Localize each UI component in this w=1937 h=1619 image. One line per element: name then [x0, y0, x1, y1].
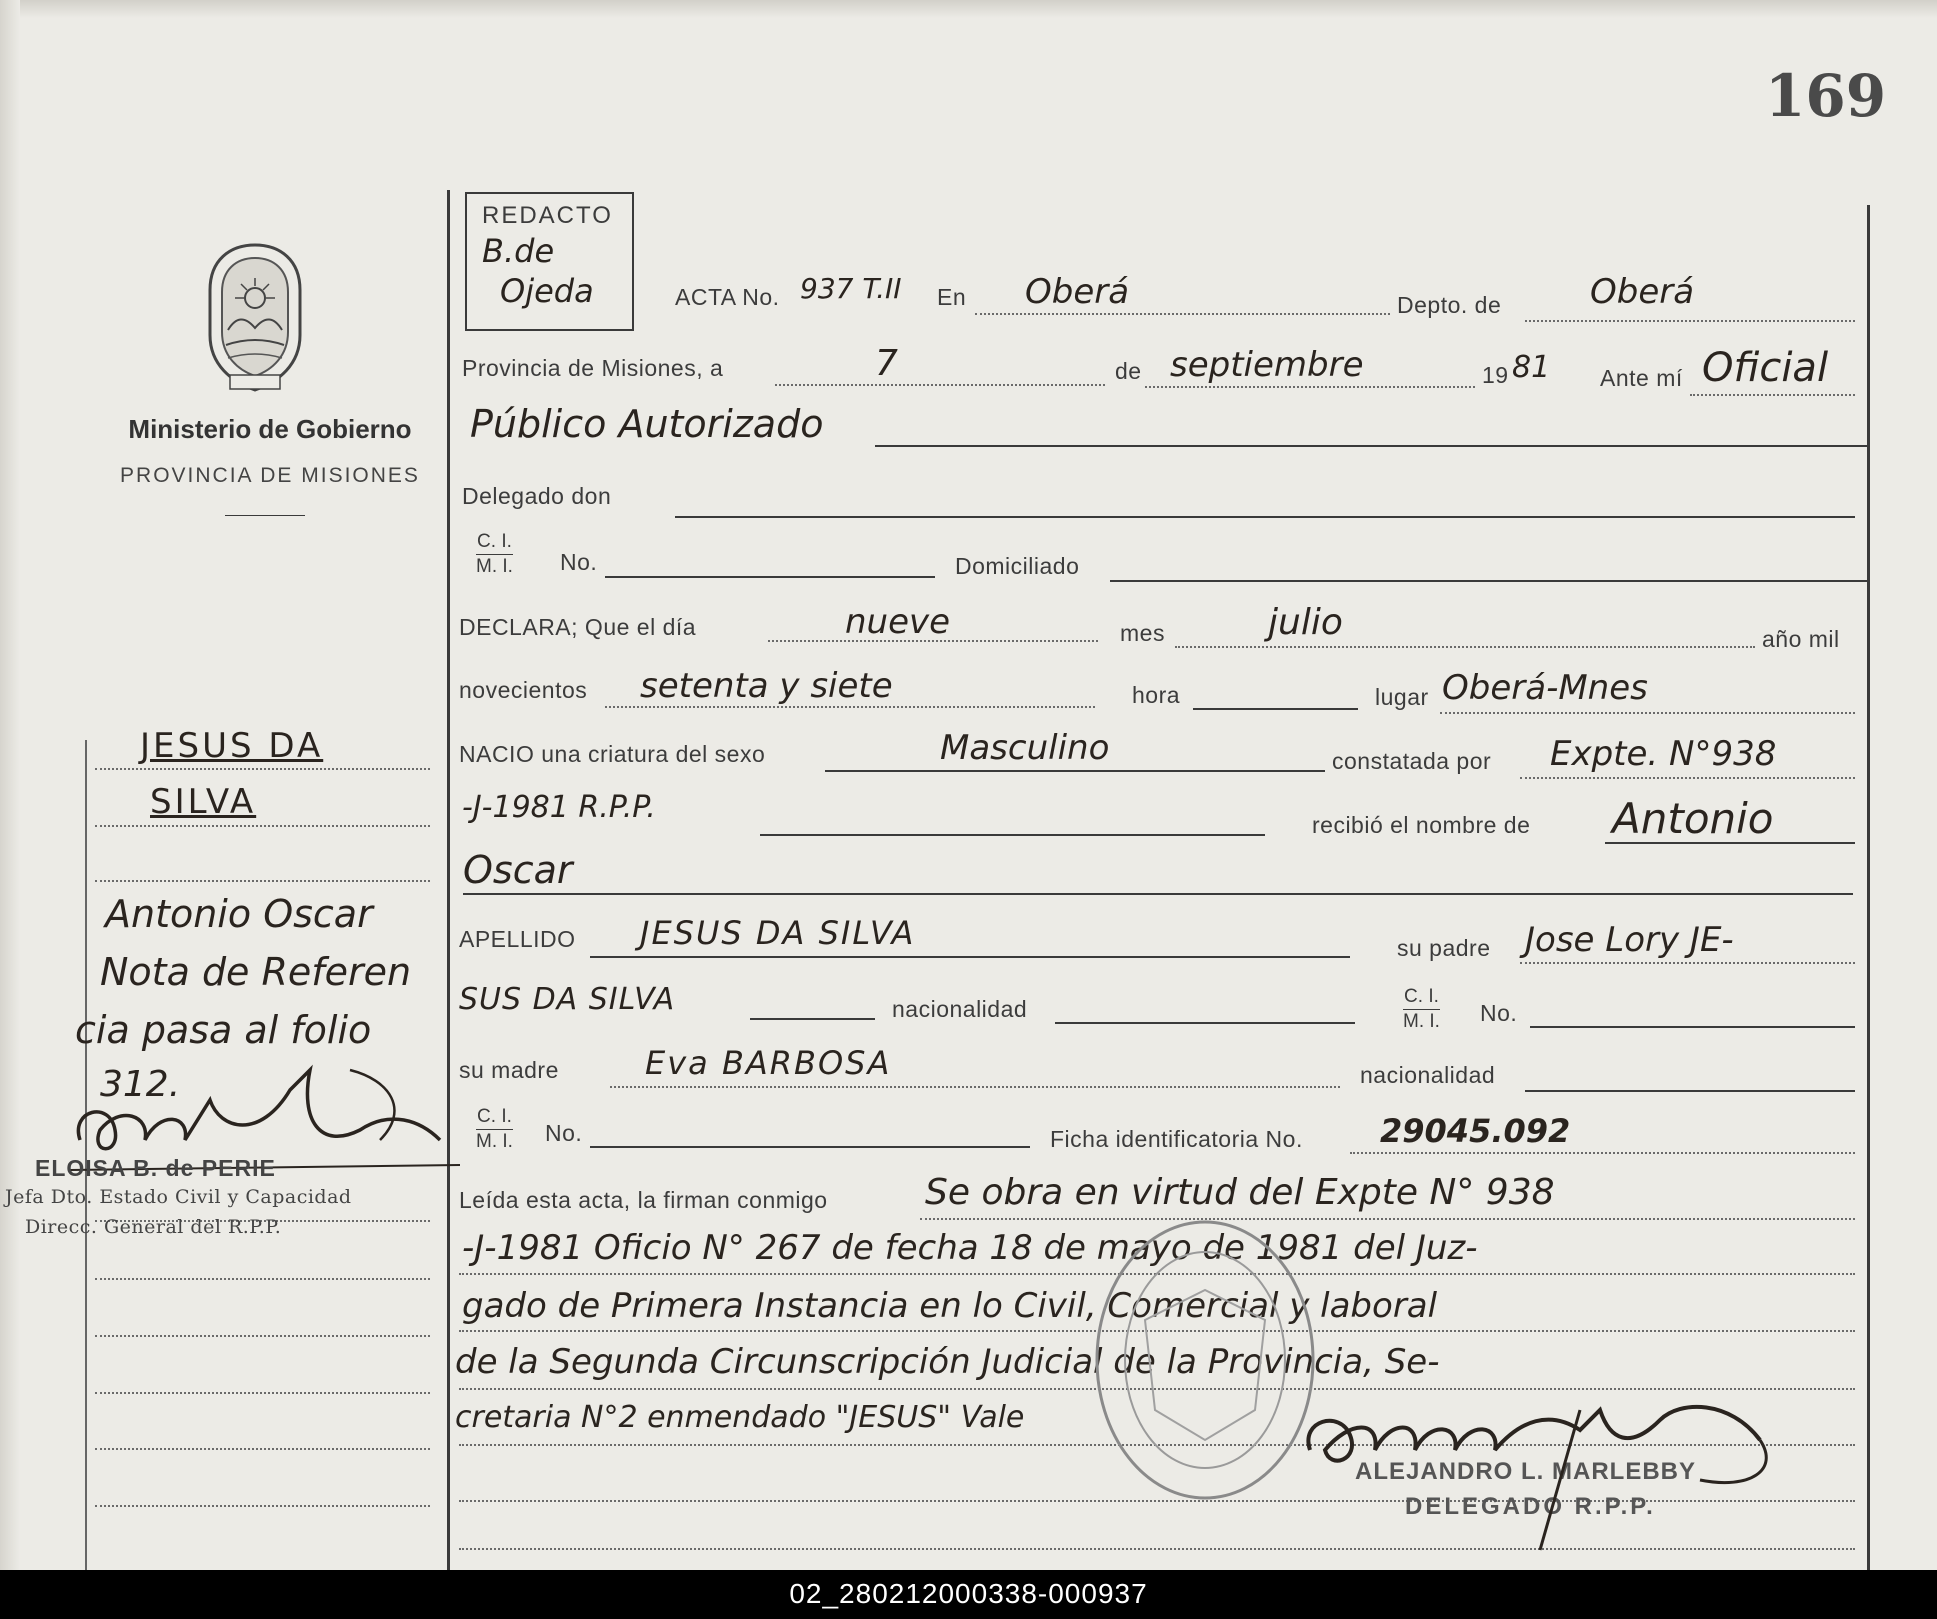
- recibio-label: recibió el nombre de: [1312, 812, 1531, 838]
- hora-label: hora: [1132, 682, 1181, 708]
- leida-line-4: de la Segunda Circunscripción Judicial de la Provincia, Se-: [455, 1342, 1440, 1382]
- province-coat-of-arms-icon: [200, 240, 310, 395]
- no-label: No.: [560, 549, 598, 575]
- novecientos-value: setenta y siete: [640, 666, 893, 706]
- depto-line: [1525, 320, 1855, 322]
- mi-label: M. I.: [1403, 1011, 1440, 1032]
- page-number: 169: [1765, 62, 1887, 130]
- leida-line-1: Se obra en virtud del Expte N° 938: [925, 1172, 1555, 1213]
- de-label: de: [1115, 358, 1142, 384]
- margin-line: [95, 1505, 430, 1507]
- leida-line-5: cretaria N°2 enmendado "JESUS" Vale: [455, 1400, 1025, 1435]
- delegate-stamp-name: ALEJANDRO L. MARLEBBY: [1355, 1458, 1697, 1485]
- acta-value: 937 T.II: [800, 272, 902, 305]
- constatada-value-1: Expte. N°938: [1550, 734, 1777, 774]
- hora-line: [1193, 708, 1358, 710]
- mi-label: M. I.: [476, 556, 513, 577]
- margin-note-2: Nota de Referen: [100, 950, 412, 994]
- domiciliado-line: [1110, 580, 1870, 582]
- redacto-line1: B.de: [482, 232, 555, 270]
- mes-line: [1175, 646, 1755, 648]
- anio-label: año mil: [1762, 626, 1840, 652]
- ci-label: C. I.: [477, 531, 512, 552]
- nacio-label: NACIO una criatura del sexo: [459, 741, 766, 767]
- nacionalidad-label-madre: nacionalidad: [1360, 1062, 1496, 1088]
- margin-line: [95, 1335, 430, 1337]
- margin-line: [95, 768, 430, 770]
- sexo-value: Masculino: [940, 728, 1110, 768]
- ci-mi-fraction: [476, 530, 513, 579]
- margin-note-1: Antonio Oscar: [105, 892, 373, 936]
- nacionalidad-line: [1055, 1022, 1355, 1024]
- footer-id: 02_280212000338-000937: [789, 1578, 1148, 1609]
- leida-label: Leída esta acta, la firman conmigo: [459, 1187, 828, 1213]
- ficha-line: [1350, 1152, 1855, 1154]
- margin-divider: [447, 190, 450, 1570]
- ante-value-2: Público Autorizado: [470, 402, 824, 446]
- apellido-label: APELLIDO: [459, 926, 576, 952]
- ficha-value: 29045.092: [1380, 1112, 1571, 1150]
- year-value: 81: [1512, 350, 1551, 385]
- leida-line-3: gado de Primera Instancia en lo Civil, Comercial y laboral: [462, 1286, 1438, 1326]
- margin-surname-2: SILVA: [150, 782, 257, 822]
- mes-label: mes: [1120, 620, 1165, 646]
- mes-value: julio: [1268, 602, 1343, 643]
- nombre-value-2: Oscar: [463, 848, 573, 892]
- delegado-line: [675, 516, 1855, 518]
- padre-value-1: Jose Lory JE-: [1525, 920, 1734, 960]
- margin-line: [95, 1448, 430, 1450]
- redacto-line2: Ojeda: [500, 272, 594, 310]
- lugar-line: [1440, 712, 1855, 714]
- en-label: En: [937, 284, 967, 310]
- redacto-label: REDACTO: [482, 202, 613, 229]
- madre-nacionalidad-line: [1525, 1090, 1855, 1092]
- margin-surname-1: JESUS DA: [140, 726, 324, 766]
- nombre-line: [1605, 842, 1855, 844]
- acta-label: ACTA No.: [675, 284, 780, 310]
- ante-label: Ante mí: [1600, 365, 1683, 391]
- margin-stamp-2: Jefa Dto. Estado Civil y Capacidad: [5, 1186, 352, 1208]
- nacionalidad-label: nacionalidad: [892, 996, 1028, 1022]
- dia-line: [768, 640, 1098, 642]
- padre-label: su padre: [1397, 935, 1491, 961]
- province-title: PROVINCIA DE MISIONES: [120, 464, 420, 487]
- margin-note-3: cia pasa al folio: [75, 1008, 372, 1052]
- month-line: [1145, 386, 1475, 388]
- depto-label: Depto. de: [1397, 292, 1502, 318]
- padre-value-2: SUS DA SILVA: [459, 982, 676, 1017]
- provincia-label: Provincia de Misiones, a: [462, 355, 724, 381]
- nombre-line-2: [463, 893, 1853, 895]
- no-label: No.: [545, 1120, 583, 1146]
- header-divider: [225, 515, 305, 516]
- ci-label: C. I.: [1404, 986, 1439, 1007]
- nombre-value-1: Antonio: [1612, 794, 1774, 843]
- right-border: [1867, 205, 1870, 1570]
- margin-stamp-3: Direcc. General del R.P.P.: [25, 1216, 282, 1238]
- ficha-label: Ficha identificatoria No.: [1050, 1126, 1303, 1152]
- ci-label: C. I.: [477, 1106, 512, 1127]
- padre-line-2: [750, 1018, 875, 1020]
- novecientos-label: novecientos: [459, 677, 588, 703]
- delegate-stamp-title: DELEGADO R.P.P.: [1405, 1493, 1656, 1520]
- padre-ci-line: [1530, 1026, 1855, 1028]
- ci-mi-fraction-padre: [1403, 985, 1440, 1034]
- ante-value-1: Oficial: [1702, 345, 1829, 391]
- no-line: [605, 576, 935, 578]
- leida-line-2: -J-1981 Oficio N° 267 de fecha 18 de mayo de 1981 del Juz-: [462, 1228, 1478, 1268]
- no-label: No.: [1480, 1000, 1518, 1026]
- page-top-shadow: [0, 0, 1937, 18]
- ci-mi-fraction-madre: [476, 1105, 513, 1154]
- delegado-label: Delegado don: [462, 483, 612, 509]
- lugar-value: Oberá-Mnes: [1442, 668, 1648, 708]
- delegate-signature-icon: [1280, 1380, 1830, 1560]
- margin-line: [95, 1278, 430, 1280]
- madre-line: [610, 1086, 1340, 1088]
- constatada-line: [1520, 777, 1855, 779]
- margin-line: [95, 1392, 430, 1394]
- novecientos-line: [605, 706, 1095, 708]
- constatada-line-2: [760, 834, 1265, 836]
- day-value: 7: [875, 343, 898, 384]
- depto-value: Oberá: [1590, 272, 1695, 312]
- margin-stamp-1: ELOISA B. de PERIE: [35, 1155, 276, 1181]
- constatada-label: constatada por: [1332, 748, 1492, 774]
- padre-line: [1520, 962, 1855, 964]
- year-prefix: 19: [1482, 362, 1509, 388]
- dia-value: nueve: [845, 602, 951, 642]
- constatada-value-2: -J-1981 R.P.P.: [462, 790, 656, 825]
- margin-line: [95, 880, 430, 882]
- day-line: [775, 384, 1105, 386]
- month-value: septiembre: [1170, 345, 1364, 385]
- apellido-value: JESUS DA SILVA: [640, 914, 916, 952]
- mi-label: M. I.: [476, 1131, 513, 1152]
- apellido-line: [590, 956, 1350, 958]
- margin-line: [95, 825, 430, 827]
- page-binding-edge: [0, 0, 20, 1570]
- madre-label: su madre: [459, 1057, 559, 1083]
- en-line: [975, 313, 1390, 315]
- margin-note-4: 312.: [100, 1064, 181, 1105]
- sexo-line: [825, 770, 1325, 772]
- madre-value: Eva BARBOSA: [645, 1044, 892, 1082]
- domiciliado-label: Domiciliado: [955, 553, 1080, 579]
- ante-line-2: [875, 445, 1870, 447]
- ante-line: [1690, 394, 1855, 396]
- en-value: Oberá: [1025, 272, 1130, 312]
- lugar-label: lugar: [1375, 684, 1429, 710]
- madre-ci-line: [590, 1146, 1030, 1148]
- declara-label: DECLARA; Que el día: [459, 614, 697, 640]
- ministry-title: Ministerio de Gobierno: [128, 414, 412, 444]
- leida-rule-1: [920, 1218, 1855, 1220]
